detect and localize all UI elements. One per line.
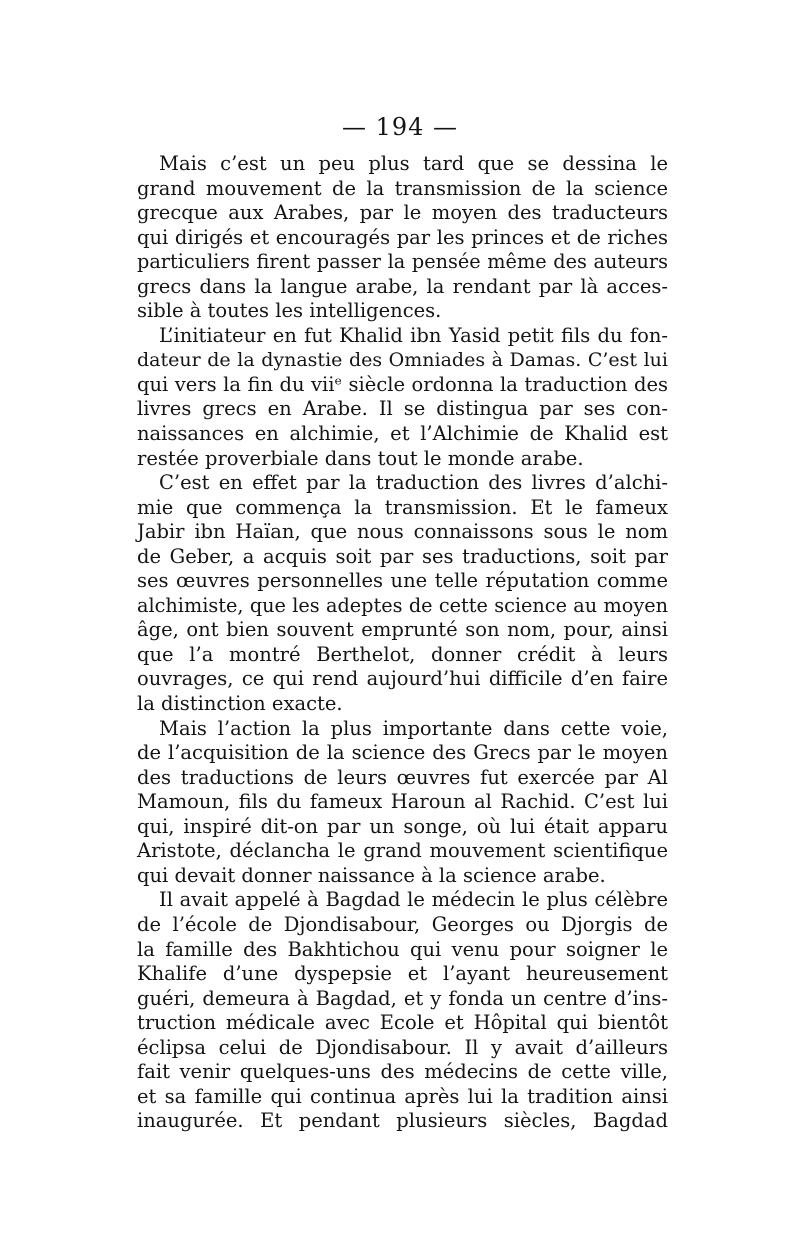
text-line: Mais l’action la plus importante dans cette voie, (159, 716, 668, 740)
text-line: âge, ont bien souvent emprunté son nom, pour, ainsi (137, 618, 668, 642)
text-line: qui vers la fin du viiᵉ siècle ordonna la traduction des (137, 372, 668, 396)
text-line: grecs dans la langue arabe, la rendant par là acces- (137, 274, 668, 298)
body-text (137, 152, 668, 1134)
text-line: sible à toutes les intelligences. (137, 299, 442, 323)
paragraph (137, 888, 668, 1133)
text-line: des traductions de leurs œuvres fut exercée par Al (137, 765, 668, 789)
text-line: Aristote, déclancha le grand mouvement scientifique (137, 839, 668, 863)
text-line: de Geber, a acquis soit par ses traductions, soit par (137, 544, 668, 568)
text-line: Jabir ibn Haïan, que nous connaissons sous le nom (137, 520, 668, 544)
text-line: ses œuvres personnelles une telle réputation comme (137, 569, 668, 593)
text-line: que l’a montré Berthelot, donner crédit à leurs (137, 642, 668, 666)
text-line: livres grecs en Arabe. Il se distingua par ses con- (137, 397, 668, 421)
text-line: qui devait donner naissance à la science arabe. (137, 863, 606, 887)
text-line: inaugurée. Et pendant plusieurs siècles, Bagdad (137, 1109, 668, 1133)
text-line: grecque aux Arabes, par le moyen des traducteurs (137, 201, 668, 225)
text-line: grand mouvement de la transmission de la science (137, 176, 668, 200)
text-line: Mamoun, fils du fameux Haroun al Rachid. C’est lui (137, 790, 668, 814)
text-line: Il avait appelé à Bagdad le médecin le plus célèbre (159, 888, 668, 912)
text-line: ouvrages, ce qui rend aujourd’hui difficile d’en faire (137, 667, 668, 691)
text-line: mie que commença la transmission. Et le fameux (137, 495, 668, 519)
text-line: qui dirigés et encouragés par les princes et de riches (137, 225, 668, 249)
text-line: particuliers firent passer la pensée même des auteurs (137, 250, 668, 274)
text-line: restée proverbiale dans tout le monde arabe. (137, 446, 584, 470)
text-line: C’est en effet par la traduction des livres d’alchi- (159, 471, 668, 495)
text-line: truction médicale avec Ecole et Hôpital qui bientôt (137, 1011, 668, 1035)
text-line: qui, inspiré dit-on par un songe, où lui était apparu (137, 814, 668, 838)
text-line: la distinction exacte. (137, 692, 343, 716)
text-line: de l’école de Djondisabour, Georges ou Djorgis de (137, 912, 668, 936)
text-line: Khalife d’une dyspepsie et l’ayant heureusement (137, 962, 668, 986)
text-line: Mais c’est un peu plus tard que se dessina le (159, 152, 668, 175)
text-line: la famille des Bakhtichou qui venu pour soigner le (137, 937, 668, 961)
text-line: fait venir quelques-uns des médecins de cette ville, (137, 1060, 668, 1084)
text-line: de l’acquisition de la science des Grecs par le moyen (137, 741, 668, 765)
text-line: naissances en alchimie, et l’Alchimie de Khalid est (137, 422, 668, 446)
text-line: alchimiste, que les adeptes de cette science au moyen (137, 593, 668, 617)
paragraph (137, 152, 668, 324)
text-line: dateur de la dynastie des Omniades à Damas. C’est lui (137, 349, 668, 372)
paragraph (137, 471, 668, 716)
text-line: guéri, demeura à Bagdad, et y fonda un centre d’ins- (137, 986, 668, 1010)
text-line: éclipsa celui de Djondisabour. Il y avait d’ailleurs (137, 1035, 668, 1059)
page-number: — 194 — (341, 113, 459, 141)
paragraph (137, 717, 668, 889)
paragraph (137, 324, 668, 471)
text-line: L’initiateur en fut Khalid ibn Yasid petit fils du fon- (159, 323, 668, 347)
text-line: et sa famille qui continua après lui la tradition ainsi (137, 1084, 668, 1108)
